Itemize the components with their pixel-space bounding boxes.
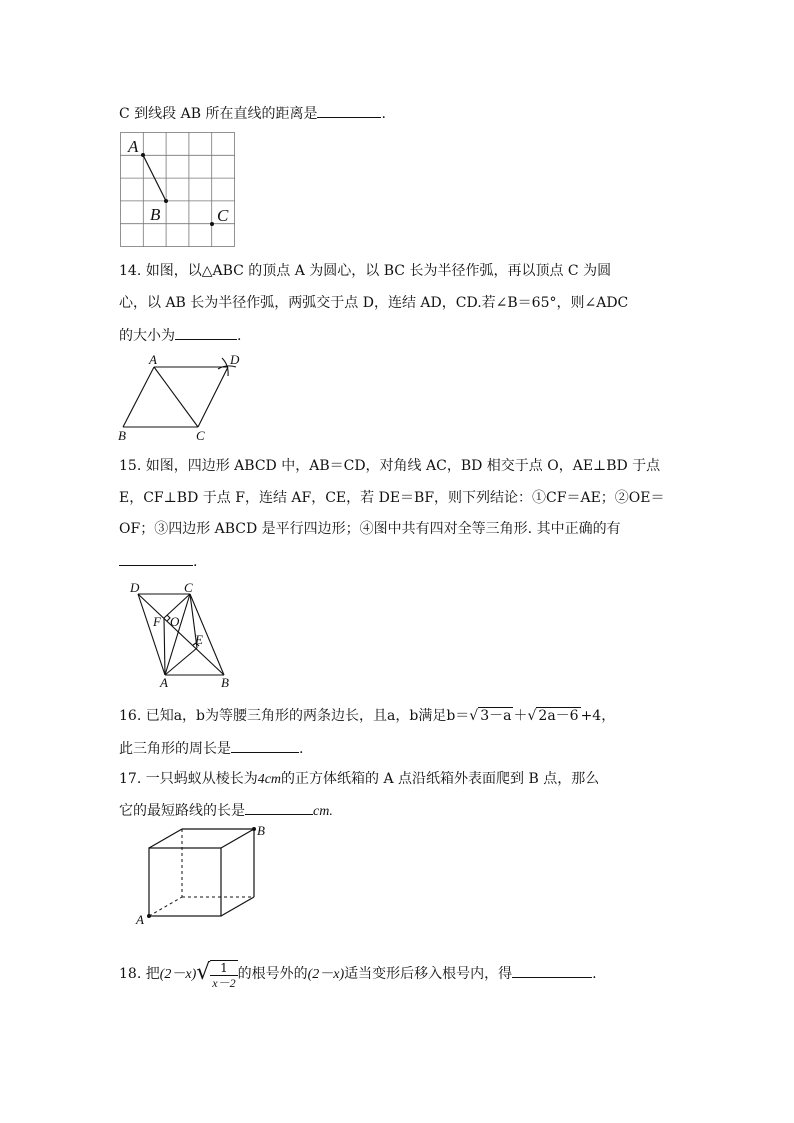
q17-line2: 它的最短路线的长是 (119, 803, 245, 819)
q16-prefix: 16. 已知a，b为等腰三角形的两条边长，且a，b满足b＝ (119, 708, 470, 724)
q16-line2: 此三角形的周长是 (119, 741, 231, 757)
q13-grid-figure (120, 132, 236, 248)
q14-line3-wrap: 的大小为 . (119, 325, 241, 346)
q16-line1: 16. 已知a，b为等腰三角形的两条边长，且a，b满足b＝√ 3－a ＋√ 2a－6 +4， (119, 708, 616, 724)
point-c (210, 222, 214, 226)
label-c: C (196, 428, 205, 443)
q18-factor: (2－x) (159, 967, 197, 982)
point-a (141, 153, 145, 157)
q14-line2: 心，以 AB 长为半径作弧，两弧交于点 D，连结 AD，CD.若∠B＝65°，则∠ADC (119, 295, 629, 311)
label-c: C (184, 580, 193, 595)
label-a: A (160, 675, 168, 690)
sqrt-2a-minus-6: √ 2a－6 (527, 708, 579, 724)
q17-edge: 4cm (257, 772, 282, 787)
point-b (252, 827, 256, 831)
q15-line1: 15. 如图，四边形 ABCD 中，AB＝CD，对角线 AC，BD 相交于点 O，AE⊥BD 于点 (119, 458, 661, 474)
q15-line3: OF；③四边形 ABCD 是平行四边形；④图中共有四对全等三角形. 其中正确的有 (119, 521, 621, 537)
q17-answer-blank[interactable] (245, 800, 313, 815)
q14-parallelogram-figure (118, 352, 248, 444)
q14-line3: 的大小为 (119, 328, 175, 344)
point-a (147, 914, 151, 918)
label-a: A (149, 352, 157, 367)
label-c: C (217, 206, 229, 225)
q15-line2: E，CF⊥BD 于点 F，连结 AF，CE，若 DE＝BF，则下列结论：①CF＝AE；②OE＝ (119, 490, 665, 506)
label-b: B (221, 675, 229, 690)
q16-line2-wrap: 此三角形的周长是 . (119, 738, 303, 759)
q13-answer-blank[interactable] (317, 103, 381, 118)
sqrt-3-minus-a: √ 3－a (469, 708, 512, 724)
label-o: O (170, 614, 180, 629)
q13-text-line: C 到线段 AB 所在直线的距离是 . (119, 103, 386, 124)
q15-line4: . (119, 551, 197, 572)
q14-answer-blank[interactable] (175, 325, 237, 340)
q18-answer-blank[interactable] (512, 963, 592, 978)
label-b: B (150, 205, 161, 224)
q17-line2-wrap: 它的最短路线的长是 cm. (119, 800, 333, 822)
label-a: A (136, 912, 144, 927)
q15-answer-blank[interactable] (119, 551, 193, 566)
q17-cube-figure (134, 824, 274, 928)
label-d: D (130, 580, 140, 595)
q17-line1: 17. 一只蚂蚁从棱长为4cm的正方体纸箱的 A 点沿纸箱外表面爬到 B 点，那么 (119, 771, 600, 787)
q14-line1: 14. 如图，以△ABC 的顶点 A 为圆心，以 BC 长为半径作弧，再以顶点 C 为圆 (119, 263, 612, 279)
q18-factor2: (2－x) (307, 967, 345, 982)
q15-quadrilateral-figure (126, 582, 238, 688)
label-b: B (257, 823, 265, 838)
label-a: A (128, 137, 139, 156)
sqrt-fraction: √ $\frac{1}{x-2}$ (196, 960, 236, 990)
label-d: D (230, 352, 240, 367)
label-b: B (118, 428, 126, 443)
q18-line: 18. 把(2－x)√ $\frac{1}{x-2}$ 的根号外的(2－x)适当变形后移入根号内，得 . (119, 960, 597, 990)
label-e: E (195, 632, 203, 647)
label-f: F (153, 614, 161, 629)
q13-text: C 到线段 AB 所在直线的距离是 (119, 106, 318, 122)
point-b (164, 199, 168, 203)
q16-answer-blank[interactable] (231, 738, 299, 753)
